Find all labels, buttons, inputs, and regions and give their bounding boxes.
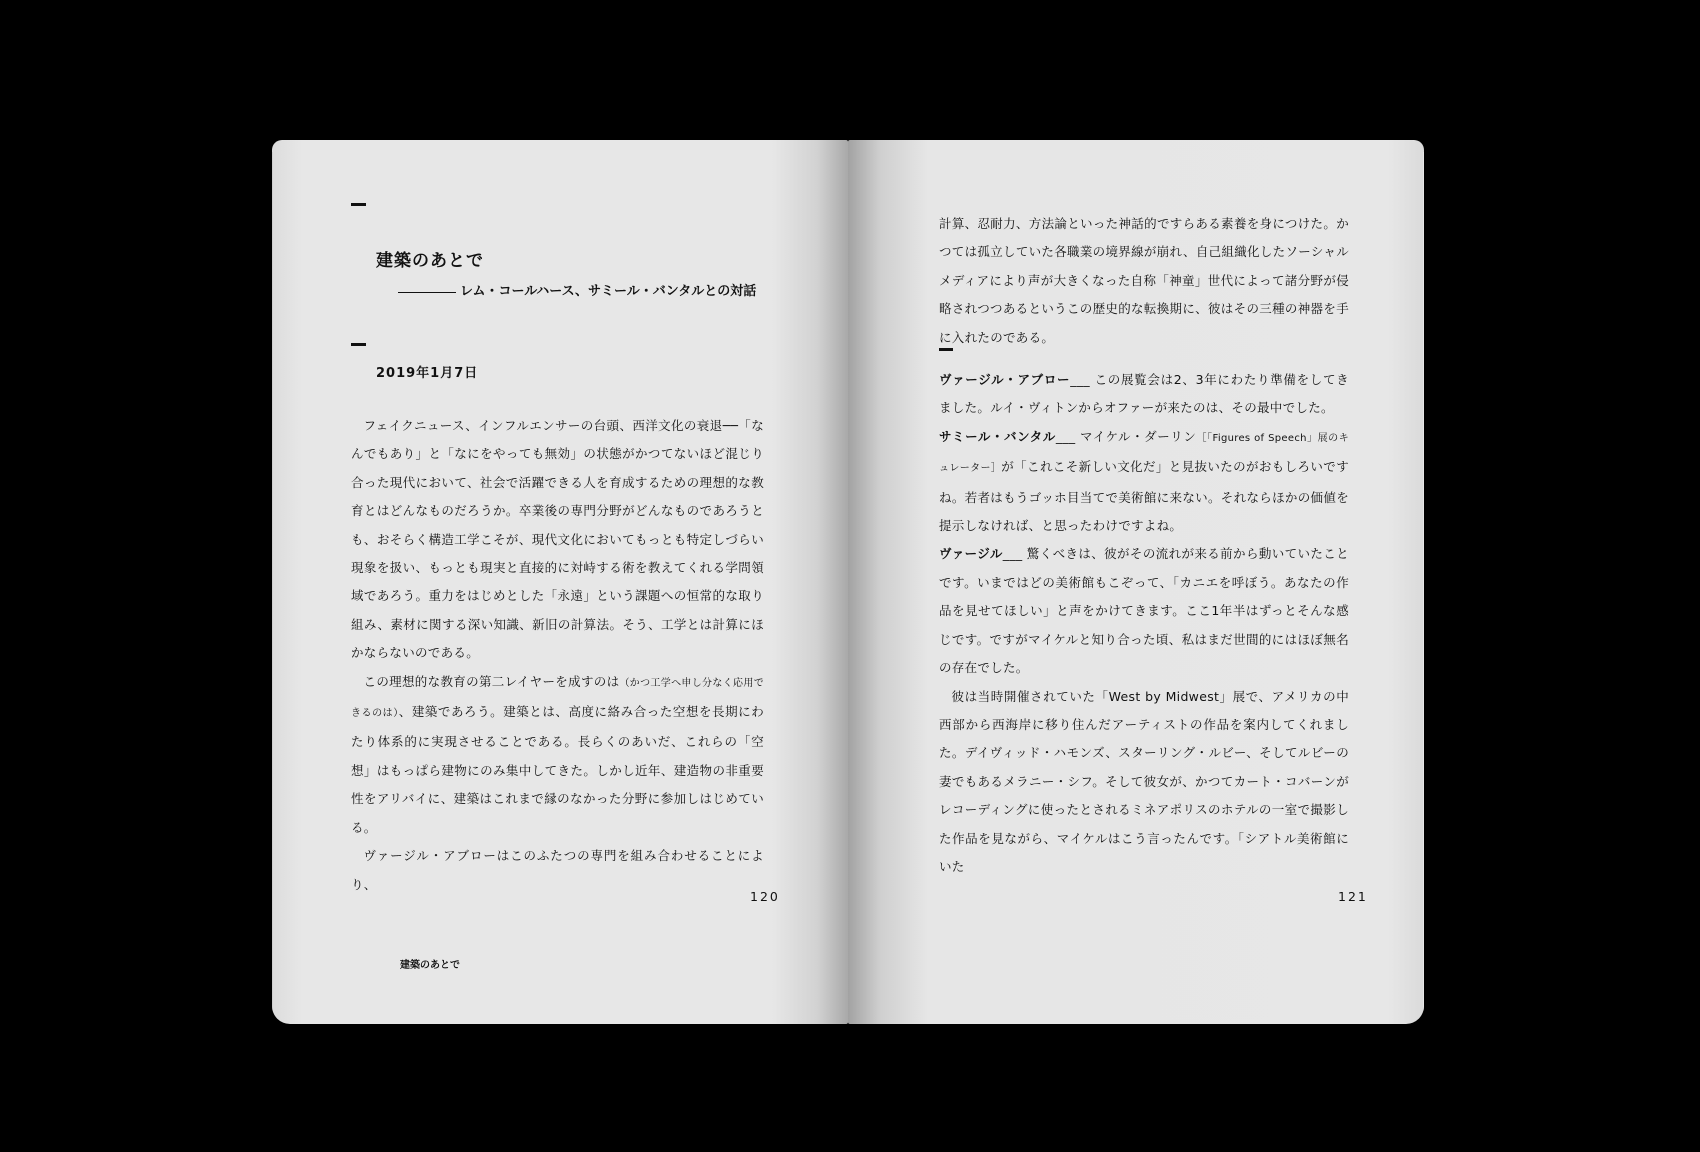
dialogue-note: ［「Figures of Speech」展のキュレーター］ — [939, 432, 1349, 475]
dialogue-text: が「これこそ新しい文化だ」と見抜いたのがおもしろいですね。若者はもうゴッホ目当てで美術館に来ない。それならほかの価値を提示しなければ、と思ったわけですよね。 — [939, 459, 1349, 534]
paragraph: 彼は当時開催されていた「West by Midwest」展で、アメリカの中西部から西海岸に移り住んだアーティストの作品を案内してくれました。デイヴィッド・ハモンズ、スターリング・ルビー、そしてルビーの妻でもあるメラニー・シフ。そして彼女が、かつてカート・コバーンがレコーディングに使ったとされるミネアポリスのホテルの一室で撮影した作品を見ながら、マイケルはこう言ったんです。「シアトル美術館にいた — [939, 688, 1349, 874]
paragraph: 計算、忍耐力、方法論といった神話的ですらある素養を身につけた。かつては孤立していた各職業の境界線が崩れ、自己組織化したソーシャルメディアにより声が大きくなった自称「神童」世代によって諸分野が侵略されつつあるというこの歴史的な転換期に、彼はその三種の神器を手に入れたのである。 — [939, 216, 1349, 345]
paragraph-text: 、建築であろう。建築とは、高度に絡み合った空想を長期にわたり体系的に実現させることである。長らくのあいだ、これらの「空想」はもっぱら建物にのみ集中してきた。しかし近年、建造物の非重要性をアリバイに、建築はこれまで縁のなかった分野に参加しはじめている。 — [351, 704, 764, 835]
paragraph: フェイクニュース、インフルエンサーの台頭、西洋文化の衰退──「なんでもあり」と「なにをやっても無効」の状態がかつてないほど混じり合った現代において、社会で活躍できる人を育成するための理想的な教育とはどんなものだろうか。卒業後の専門分野がどんなものであろうとも、おそらく構造工学こそが、現代文化においてもっとも特定しづらい現象を扱い、もっとも現実と直接的に対峙する術を教えてくれる学問領域であろう。重力をはじめとした「永遠」という課題への恒常的な取り組み、素材に関する深い知識、新旧の計算法。そう、工学とは計算にほかならないのである。 — [351, 418, 764, 661]
paragraph: ヴァージル・アブローはこのふたつの専門を組み合わせることにより、 — [351, 848, 764, 892]
dialogue-text: この展覧会は2、3年にわたり準備をしてきました。ルイ・ヴィトンからオファーが来たのは、その最中でした。 — [939, 372, 1349, 416]
speaker-name: ヴァージル — [939, 546, 1003, 562]
section-break — [939, 352, 1349, 358]
dialogue-text: マイケル・ダーリン — [1080, 428, 1197, 444]
right-page — [848, 140, 1424, 1024]
paragraph-text: この理想的な教育の第二レイヤーを成すのは — [363, 673, 620, 689]
paragraph — [351, 668, 764, 842]
right-page-edges — [1423, 152, 1424, 1018]
left-body-text — [351, 412, 764, 899]
left-page — [272, 140, 848, 1024]
right-body-text — [939, 210, 1349, 881]
dialogue-line: サミール・バンタル___ マイケル・ダーリン［「Figures of Speech」展のキュレーター］が「これこそ新しい文化だ」と見抜いたのがおもしろいですね。若者はもうゴッホ目当てで美術館に来ない。それならほかの価値を提示しなければ、と思ったわけですよね。 — [939, 428, 1349, 534]
dialogue-line: ヴァージル___ 驚くべきは、彼がその流れが来る前から動いていたことです。いまではどの美術館もこぞって、「カニエを呼ぼう。あなたの作品を見せてほしい」と声をかけてきます。ここ1年半はずっとそんな感じです。ですがマイケルと知り合った頃、私はまだ世間的にはほぼ無名の存在でした。 — [939, 546, 1349, 676]
dialogue-date: 2019年1月7日 — [376, 366, 479, 381]
dialogue-line: ヴァージル・アブロー___ この展覧会は2、3年にわたり準備をしてきました。ルイ・ヴィトンからオファーが来たのは、その最中でした。 — [939, 372, 1349, 416]
speaker-name: サミール・バンタル — [939, 428, 1056, 444]
subtitle-rule — [398, 292, 456, 293]
chapter-subtitle — [398, 280, 756, 299]
page-number: 120 — [750, 889, 780, 904]
page-number: 121 — [1338, 889, 1368, 904]
open-book — [272, 140, 1424, 1024]
chapter-title: 建築のあとで — [376, 251, 484, 271]
paragraph-aside: （かつ工学へ申し分なく応用できるのは） — [351, 677, 764, 720]
running-head: 建築のあとで — [400, 960, 460, 971]
date-dash — [351, 343, 366, 346]
title-dash — [351, 203, 366, 206]
left-page-edges — [272, 152, 273, 1018]
dialogue-text: 驚くべきは、彼がその流れが来る前から動いていたことです。いまではどの美術館もこぞって、「カニエを呼ぼう。あなたの作品を見せてほしい」と声をかけてきます。ここ1年半はずっとそんな感じです。ですがマイケルと知り合った頃、私はまだ世間的にはほぼ無名の存在でした。 — [939, 546, 1349, 676]
speaker-name: ヴァージル・アブロー — [939, 372, 1071, 388]
subtitle-text: レム・コールハース、サミール・バンタルとの対話 — [460, 284, 757, 299]
section-dash — [939, 348, 953, 351]
